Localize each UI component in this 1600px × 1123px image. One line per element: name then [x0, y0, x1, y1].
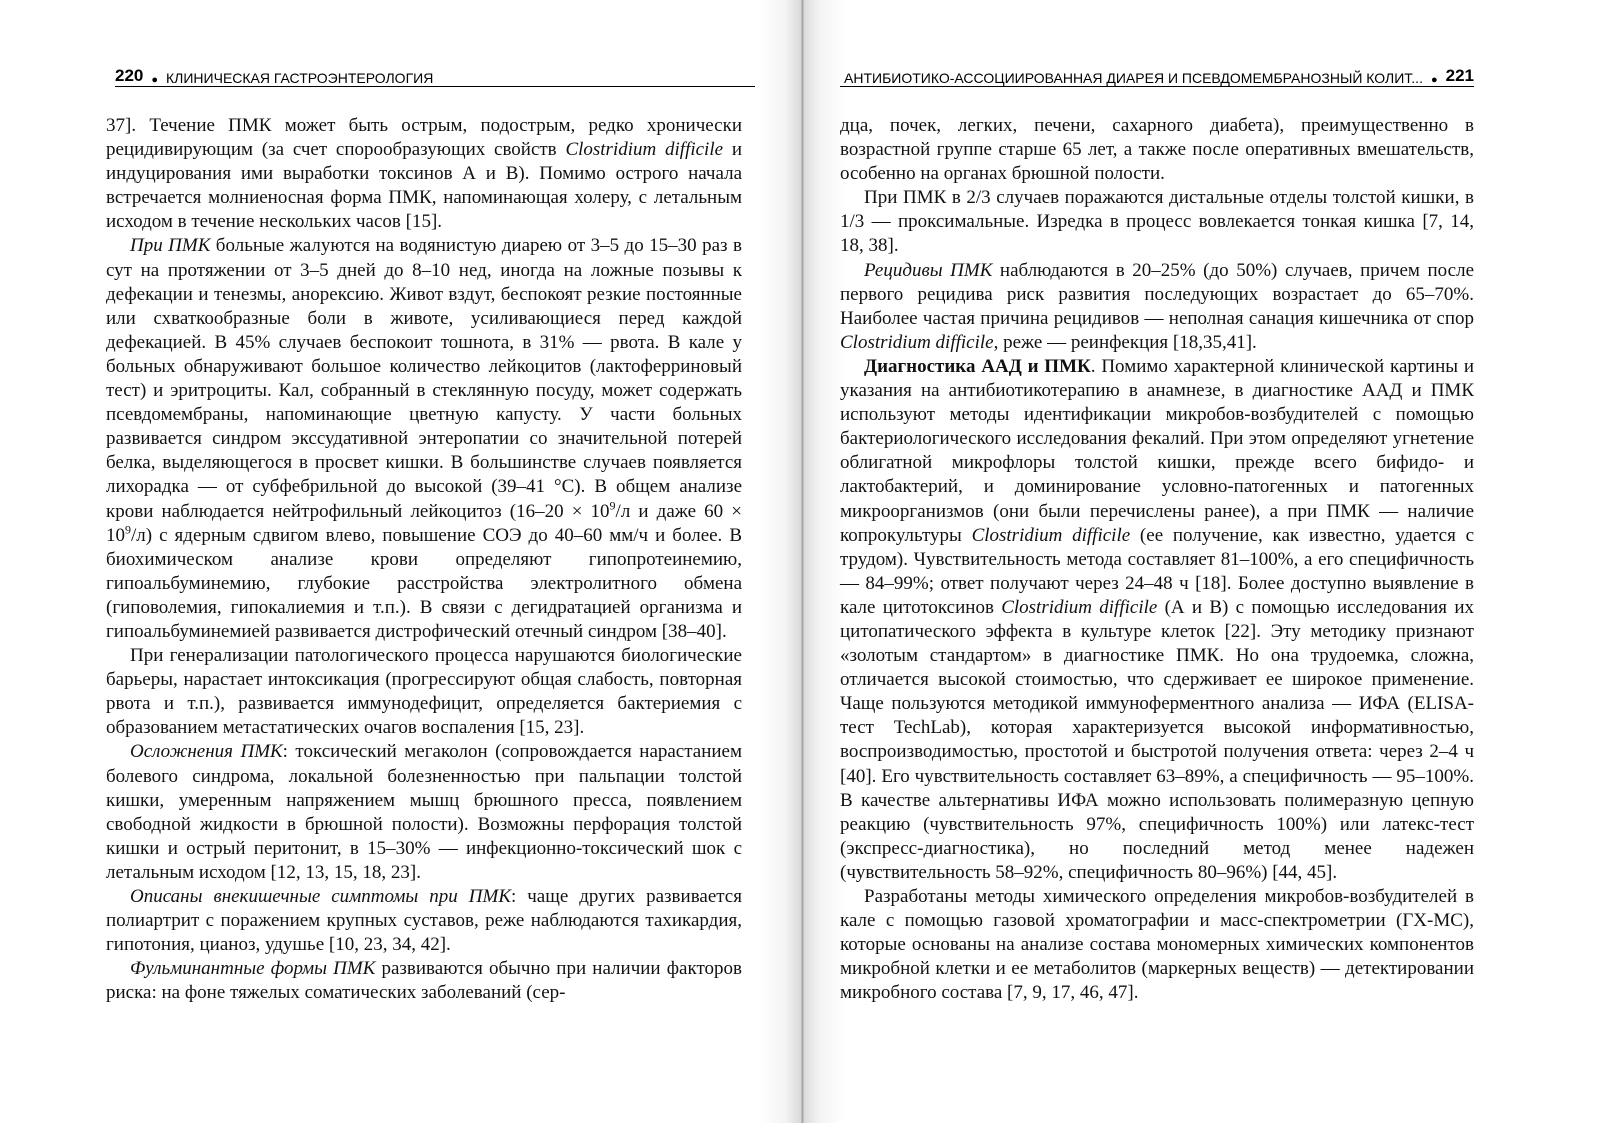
text-run: (А и В) с помощью исследования их цитопатического эффекта в культуре клеток [22]. Эту методику признают «золотым стандартом» в диагностике ПМК. Но она трудоемка, сложна, отличается высокой стоимостью, что сдерживает ее широкое применение. Чаще пользуются методикой иммуноферментного анализа — ИФА (ELISA-тест TechLab), которая характеризуется высокой информативностью, воспроизводимостью, простотой и быстротой получения ответа: через 2–4 ч [40]. Его чувствительность составляет 63–89%, а специфичность — 95–100%. В качестве альтернативы ИФА можно использовать полимеразную цепную реакцию (чувствительность 97%, специфичность 100%) или латекс-тест (экспресс-диагностика), но последний метод менее надежен (чувствительность 58–92%, специфичность 80–96%) [44, 45].: [840, 596, 1474, 883]
right-paragraph-3: [840, 259, 1474, 355]
italic-term: Clostridium difficile: [565, 139, 724, 161]
right-paragraph-5: [840, 885, 1474, 1005]
header-bullet-icon: ●: [1430, 74, 1438, 86]
right-paragraph-2: [840, 186, 1474, 258]
text-run: дца, почек, легких, печени, сахарного диабета), преимущественно в возрастной группе старше 65 лет, а также после оперативных вмешательств, особенно на органах брюшной полости.: [840, 115, 1474, 185]
text-run: больные жалуются на водянистую диарею от 3–5 до 15–30 раз в сут на протяжении от 3–5 дней до 8–10 нед, иногда на ложные позывы к дефекации и тенезмы, анорексию. Живот вздут, беспокоят резкие постоянные или схваткообразные боли в животе, усиливающиеся перед каждой дефекацией. В 45% случаев беспокоит тошнота, в 31% — рвота. В кале у больных обнаруживают большое количество лейкоцитов (лактоферриновый тест) и эритроциты. Кал, собранный в стеклянную посуду, может содержать псевдомембраны, напоминающие цветную капусту. У части больных развивается синдром экссудативной энтеропатии со значительной потерей белка, выделяющегося в просвет кишки. В большинстве случаев появляется лихорадка — от субфебрильной до высокой (39–41 °С). В общем анализе крови наблюдается нейтрофильный лейкоцитоз (16–20 × 10: [106, 235, 742, 522]
superscript: 9: [125, 522, 131, 537]
bold-heading: Диагностика ААД и ПМК: [864, 355, 1091, 377]
text-run: : токсический мегаколон (сопровождается нарастанием болевого синдрома, локальной болезненностью при пальпации толстой кишки, умеренным напряжением мышц брюшного пресса, появлением свободной жидкости в брюшной полости). Возможны перфорация толстой кишки и острый перитонит, в 15–30% — инфекционно-токсический шок с летальным исходом [12, 13, 15, 18, 23].: [106, 741, 742, 883]
italic-term: Clostridium difficile: [1001, 596, 1158, 618]
italic-lead: Осложнения ПМК: [130, 741, 283, 763]
italic-term: Clostridium difficile: [971, 524, 1131, 546]
left-running-title: КЛИНИЧЕСКАЯ ГАСТРОЭНТЕРОЛОГИЯ: [166, 70, 434, 86]
right-paragraph-4: [840, 355, 1474, 885]
text-run: /л) с ядерным сдвигом влево, повышение СОЭ до 40–60 мм/ч и более. В биохимическом анализе крови определяют гипопротеинемию, гипоальбуминемию, глубокие расстройства электролитного обмена (гиповолемия, гипокалиемия и т.п.). В связи с дегидратацией организма и гипоальбуминемией развивается дистрофический отечный синдром [38–40].: [106, 524, 742, 642]
right-page: [810, 0, 1600, 1123]
text-run: : чаще других развивается полиартрит с поражением крупных суставов, реже наблюдаются тахикардия, гипотония, цианоз, удушье [10, 23, 34, 42].: [106, 886, 742, 956]
right-running-title: АНТИБИОТИКО-АССОЦИИРОВАННАЯ ДИАРЕЯ И ПСЕВДОМЕМБРАНОЗНЫЙ КОЛИТ...: [844, 70, 1423, 86]
left-paragraph-2: [106, 234, 742, 644]
text-run: развиваются обычно при наличии факторов риска: на фоне тяжелых соматических заболеваний (сер-: [106, 958, 742, 1004]
left-paragraph-4: [106, 740, 742, 885]
left-paragraph-6: [106, 957, 742, 1005]
header-bullet-icon: ●: [151, 74, 159, 86]
right-paragraph-1: [840, 114, 1474, 186]
left-page-number: 220: [115, 66, 144, 85]
right-page-body: [840, 114, 1474, 1005]
text-run: /л и даже 60 × 10: [106, 500, 743, 546]
right-page-header: [840, 62, 1474, 87]
text-run: (ее получение, как известно, удается с трудом). Чувствительность метода составляет 81–100%, а его специфичность — 84–99%; ответ получают через 24–48 ч [18]. Более доступно выявление в кале цитотоксинов: [840, 524, 1474, 618]
left-paragraph-3: [106, 644, 742, 740]
left-page: [0, 0, 790, 1123]
left-page-header: [115, 62, 755, 87]
superscript: 9: [609, 498, 616, 513]
italic-lead: При ПМК: [130, 235, 211, 257]
italic-lead: Рецидивы ПМК: [864, 259, 993, 281]
text-run: наблюдаются в 20–25% (до 50%) случаев, причем после первого рецидива риск развития последующих возрастает до 65–70%. Наиболее частая причина рецидивов — неполная санация кишечника от спор: [840, 259, 1474, 329]
right-page-number: 221: [1445, 66, 1474, 85]
italic-lead: Фульминантные формы ПМК: [130, 958, 376, 980]
text-run: , реже — реинфекция [18,35,41].: [993, 331, 1257, 353]
left-paragraph-1: [106, 114, 742, 234]
text-run: Разработаны методы химического определения микробов-возбудителей в кале с помощью газовой хроматографии и масс-спектрометрии (ГХ-МС), которые основаны на анализе состава мономерных химических компонентов микробной клетки и ее метаболитов (маркерных веществ) — детектировании микробного состава [7, 9, 17, 46, 47].: [840, 886, 1474, 1004]
italic-term: Clostridium difficile: [840, 331, 994, 353]
text-run: 37]. Течение ПМК может быть острым, подострым, редко хронически рецидивирующим (за счет спорообразующих свойств: [106, 115, 742, 161]
text-run: При генерализации патологического процесса нарушаются биологические барьеры, нарастает интоксикация (прогрессируют общая слабость, повторная рвота и т.п.), развивается иммунодефицит, определяется бактериемия с образованием метастатических очагов воспаления [15, 23].: [106, 645, 742, 739]
left-page-body: [106, 114, 742, 1005]
left-paragraph-5: [106, 885, 742, 957]
text-run: и индуцирования ими выработки токсинов А и В). Помимо острого начала встречается молниеносная форма ПМК, напоминающая холеру, с летальным исходом в течение нескольких часов [15].: [106, 139, 742, 233]
italic-lead: Описаны внекишечные симптомы при ПМК: [130, 886, 511, 907]
text-run: При ПМК в 2/3 случаев поражаются дистальные отделы толстой кишки, в 1/3 — проксимальные. Изредка в процесс вовлекается тонкая кишка [7, 14, 18, 38].: [840, 187, 1474, 257]
text-run: . Помимо характерной клинической картины и указания на антибиотикотерапию в анамнезе, в диагностике ААД и ПМК используют методы идентификации микробов-возбудителей с помощью бактериологического исследования фекалий. При этом определяют угнетение облигатной микрофлоры толстой кишки, прежде всего бифидо- и лактобактерий, и доминирование условно-патогенных и патогенных микроорганизмов (они были перечислены ранее), а при ПМК — наличие копрокультуры: [840, 355, 1474, 546]
